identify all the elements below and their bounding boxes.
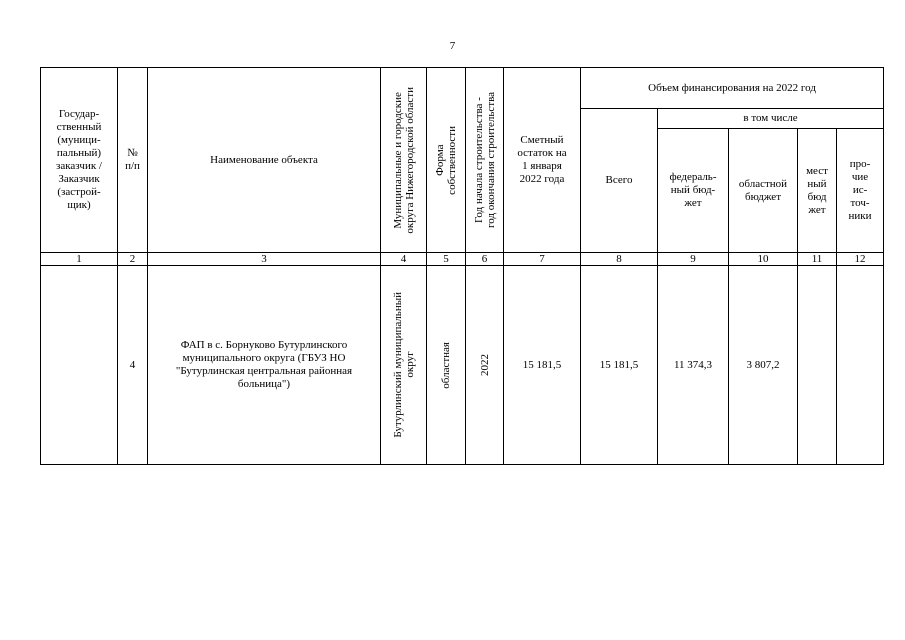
column-number: 7 [504,253,581,266]
column-number: 5 [427,253,466,266]
header-customer: Государ- ственный (муници- пальный) заказчик / Заказчик (застрой- щик) [41,68,118,253]
cell-estimate-balance: 15 181,5 [504,266,581,465]
header-years: Год начала строительства - год окончания строительства [466,68,504,253]
column-number: 1 [41,253,118,266]
header-number: № п/п [118,68,148,253]
header-total: Всего [581,109,658,253]
cell-total: 15 181,5 [581,266,658,465]
cell-ownership: областная [427,266,466,465]
cell-customer [41,266,118,465]
column-number: 2 [118,253,148,266]
header-including: в том числе [658,109,884,129]
header-regional: областной бюджет [729,129,798,253]
column-number: 10 [729,253,798,266]
cell-other [837,266,884,465]
cell-object-name: ФАП в с. Борнуково Бутурлинского муниципального округа (ГБУЗ НО "Бутурлинская центральная районная больница") [148,266,381,465]
column-number: 6 [466,253,504,266]
column-number: 4 [381,253,427,266]
header-object-name: Наименование объекта [148,68,381,253]
cell-years: 2022 [466,266,504,465]
column-number: 11 [798,253,837,266]
cell-federal: 11 374,3 [658,266,729,465]
header-ownership: Форма собственности [427,68,466,253]
page-number: 7 [449,40,456,52]
table-row [41,266,884,465]
column-number: 12 [837,253,884,266]
cell-municipal: Бутурлинский муниципальный округ [381,266,427,465]
cell-regional: 3 807,2 [729,266,798,465]
cell-local [798,266,837,465]
cell-number: 4 [118,266,148,465]
column-number: 3 [148,253,381,266]
header-funding-volume: Объем финансирования на 2022 год [581,68,884,109]
column-number: 8 [581,253,658,266]
funding-table [40,67,884,465]
column-numbers-row [41,253,884,266]
header-local: мест ный бюд жет [798,129,837,253]
column-number: 9 [658,253,729,266]
header-federal: федераль- ный бюд- жет [658,129,729,253]
header-municipal: Муниципальные и городские округа Нижегородской области [381,68,427,253]
header-estimate-balance: Сметный остаток на 1 января 2022 года [504,68,581,253]
header-other: про- чие ис- точ- ники [837,129,884,253]
